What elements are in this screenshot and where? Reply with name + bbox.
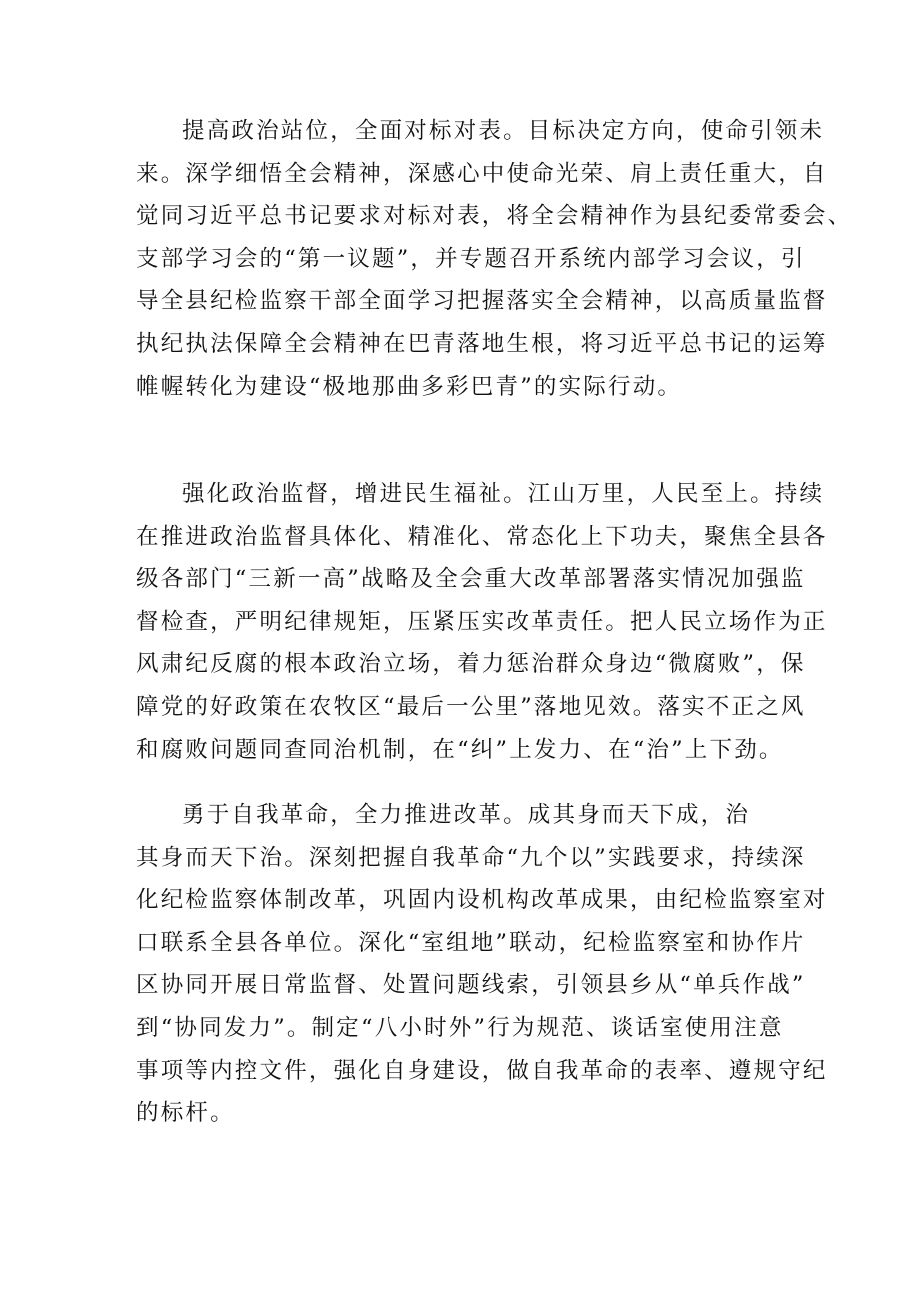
paragraph-line: 提高政治站位，全面对标对表。目标决定方向，使命引领未 [182,118,825,144]
paragraph-line: 区协同开展日常监督、处置问题线索，引领县乡从“单兵作战” [136,972,806,999]
paragraph-line: 到“协同发力”。制定“八小时外”行为规范、谈话室使用注意 [136,1014,784,1041]
paragraph-line: 强化政治监督，增进民生福祉。江山万里，人民至上。持续 [182,481,825,507]
paragraph-line: 障党的好政策在农牧区“最后一公里”落地见效。落实不正之风 [136,693,806,720]
paragraph-line: 口联系全县各单位。深化“室组地”联动，纪检监察室和协作片 [136,929,806,956]
paragraph-line: 和腐败问题同查同治机制，在“纠”上发力、在“治”上下劲。 [136,736,784,763]
paragraph-line: 帷幄转化为建设“极地那曲多彩巴青”的实际行动。 [136,373,683,400]
paragraph-line: 督检查，严明纪律规矩，压紧压实改革责任。把人民立场作为正 [136,608,828,635]
paragraph-line: 执纪执法保障全会精神在巴青落地生根，将习近平总书记的运筹 [136,330,828,357]
paragraph-line: 化纪检监察体制改革，巩固内设机构改革成果，由纪检监察室对 [136,887,828,914]
paragraph-line: 支部学习会的“第一议题”，并专题召开系统内部学习会议，引 [136,245,806,272]
paragraph-line: 来。深学细悟全会精神，深感心中使命光荣、肩上责任重大，自 [136,160,828,187]
paragraph-line: 事项等内控文件，强化自身建设，做自我革命的表率、遵规守纪 [136,1057,828,1084]
paragraph-political-standing [136,110,853,408]
paragraph-line: 风肃纪反腐的根本政治立场，着力惩治群众身边“微腐败”，保 [136,651,806,678]
paragraph-line: 在推进政治监督具体化、精准化、常态化上下功夫，聚焦全县各 [136,523,828,550]
paragraph-line: 其身而天下治。深刻把握自我革命“九个以”实践要求，持续深 [136,844,806,871]
paragraph-political-supervision [136,473,828,771]
paragraph-self-revolution [136,794,828,1135]
paragraph-line: 级各部门“三新一高”战略及全会重大改革部署落实情况加强监 [136,566,806,593]
paragraph-line: 的标杆。 [136,1100,235,1127]
paragraph-line: 勇于自我革命，全力推进改革。成其身而天下成，治 [182,802,751,828]
paragraph-line: 觉同习近平总书记要求对标对表，将全会精神作为县纪委常委会、 [136,203,853,230]
paragraph-line: 导全县纪检监察干部全面学习把握落实全会精神，以高质量监督 [136,288,828,315]
